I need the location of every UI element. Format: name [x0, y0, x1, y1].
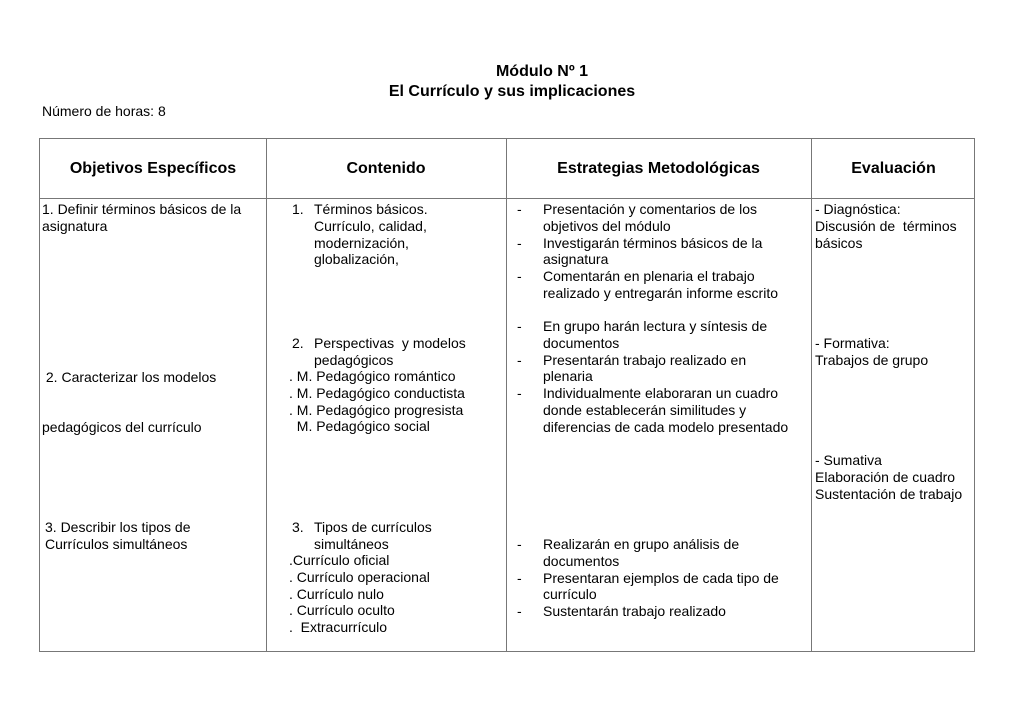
- header-evaluacion: Evaluación: [851, 160, 936, 177]
- evaluacion-sumativa: - Sumativa Elaboración de cuadro Sustentación de trabajo: [815, 452, 963, 502]
- objetivo-1: 1. Definir términos básicos de la asignatura: [42, 201, 242, 234]
- column-divider: [266, 139, 267, 651]
- header-divider: [40, 198, 974, 199]
- title-line-2: El Currículo y sus implicaciones: [388, 83, 636, 100]
- estrategias-group-1: - Presentación y comentarios de los objetivos del módulo - Investigarán términos básicos de la asignatura - Comentarán en plenaria el trabajo realizado y entregarán informe escrito: [517, 201, 779, 301]
- evaluacion-formativa: - Formativa: Trabajos de grupo: [815, 335, 929, 368]
- estrategias-group-2: - En grupo harán lectura y síntesis de documentos - Presentarán trabajo realizado en plenaria - Individualmente elaboraran un cuadro donde establecerán similitudes y diferencias de cada modelo presentado: [517, 318, 789, 435]
- header-objetivos: Objetivos Específicos: [69, 160, 237, 177]
- contenido-2-models: . M. Pedagógico romántico . M. Pedagógico conductista . M. Pedagógico progresista M. Pedagógico social: [289, 368, 465, 435]
- estrategias-group-3: - Realizarán en grupo análisis de documentos - Presentaran ejemplos de cada tipo de currículo - Sustentarán trabajo realizado: [517, 536, 779, 620]
- evaluacion-diagnostica: - Diagnóstica: Discusión de términos básicos: [815, 201, 957, 251]
- contenido-3: 3. Tipos de currículos simultáneos: [292, 519, 432, 552]
- title-line-1: Módulo Nº 1: [495, 63, 589, 80]
- header-contenido: Contenido: [346, 160, 426, 177]
- contenido-1: 1. Términos básicos. Currículo, calidad, modernización, globalización,: [292, 201, 428, 268]
- column-divider: [811, 139, 812, 651]
- contenido-3-types: .Currículo oficial . Currículo operacional . Currículo nulo . Currículo oculto . Extracurrículo: [289, 552, 430, 636]
- document-title: [0, 62, 1024, 102]
- contenido-2: 2. Perspectivas y modelos pedagógicos: [292, 335, 466, 368]
- objetivo-2: 2. Caracterizar los modelos pedagógicos del currículo: [42, 368, 217, 435]
- header-estrategias: Estrategias Metodológicas: [557, 160, 760, 177]
- hours-label: Número de horas: 8: [42, 103, 166, 119]
- module-table: [39, 138, 975, 652]
- objetivo-3: 3. Describir los tipos de Currículos simultáneos: [45, 519, 191, 552]
- column-divider: [506, 139, 507, 651]
